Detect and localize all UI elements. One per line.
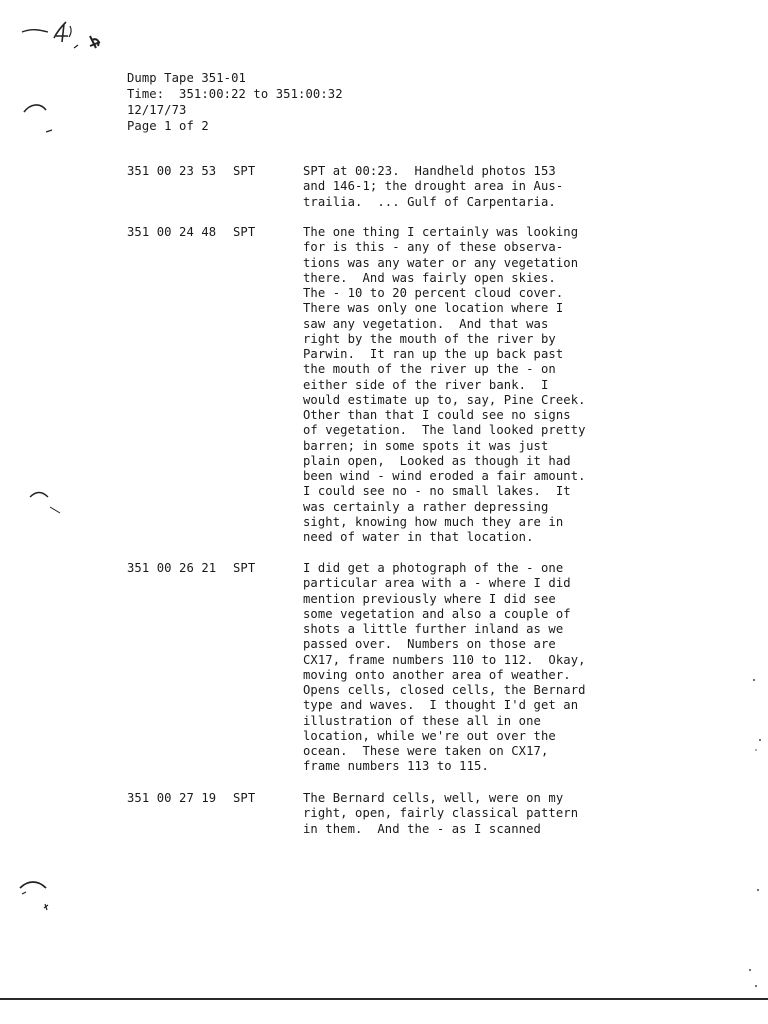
page-number: Page 1 of 2 [127,119,209,133]
entry-speaker: SPT [233,164,256,178]
entry-speaker: SPT [233,225,256,239]
margin-mark-2 [26,485,76,525]
entry-timestamp: 351 00 24 48 [127,225,217,239]
edge-specks [740,640,768,1000]
time-range: Time: 351:00:22 to 351:00:32 [127,87,343,101]
page-bottom-rule [0,998,768,1000]
document-header [127,70,343,134]
date: 12/17/73 [127,103,187,117]
handwritten-mark-top [18,18,113,63]
entry-speaker: SPT [233,791,256,805]
entry-text: The Bernard cells, well, were on my right, open, fairly classical pattern in them. And the - as I scanned [303,791,579,836]
margin-mark-1 [20,100,60,140]
entry-timestamp: 351 00 27 19 [127,791,217,805]
tape-id: Dump Tape 351-01 [127,71,246,85]
entry-timestamp: 351 00 26 21 [127,561,217,575]
entry-text: I did get a photograph of the - one particular area with a - where I did mention previously where I did see some vegetation and also a couple of shots a little further inland as we passed over. Numbers on those are CX17, frame numbers 110 to 112. Okay, moving onto another area of weather. Opens cells, closed cells, the Bernard type and waves. I thought I'd get an illustration of these all in one location, while we're out over the ocean. These were taken on CX17, frame numbers 113 to 115. [303,561,586,774]
entry-timestamp: 351 00 23 53 [127,164,217,178]
entry-text: The one thing I certainly was looking for is this - any of these observa- tions was any water or any vegetation there. And was fairly open skies. The - 10 to 20 percent cloud cover. There was only one location where I saw any vegetation. And that was right by the mouth of the river by Parwin. It ran up the up back past the mouth of the river up the - on either side of the river bank. I would estimate up to, say, Pine Creek. Other than that I could see no signs of vegetation. The land looked pretty barren; in some spots it was just plain open, Looked as though it had been wind - wind eroded a fair amount. I could see no - no small lakes. It was certainly a rather depressing sight, knowing how much they are in need of water in that location. [303,225,586,544]
margin-mark-3 [14,870,64,920]
entry-text: SPT at 00:23. Handheld photos 153 and 146-1; the drought area in Aus- trailia. ... Gulf of Carpentaria. [303,164,564,209]
entry-speaker: SPT [233,561,256,575]
